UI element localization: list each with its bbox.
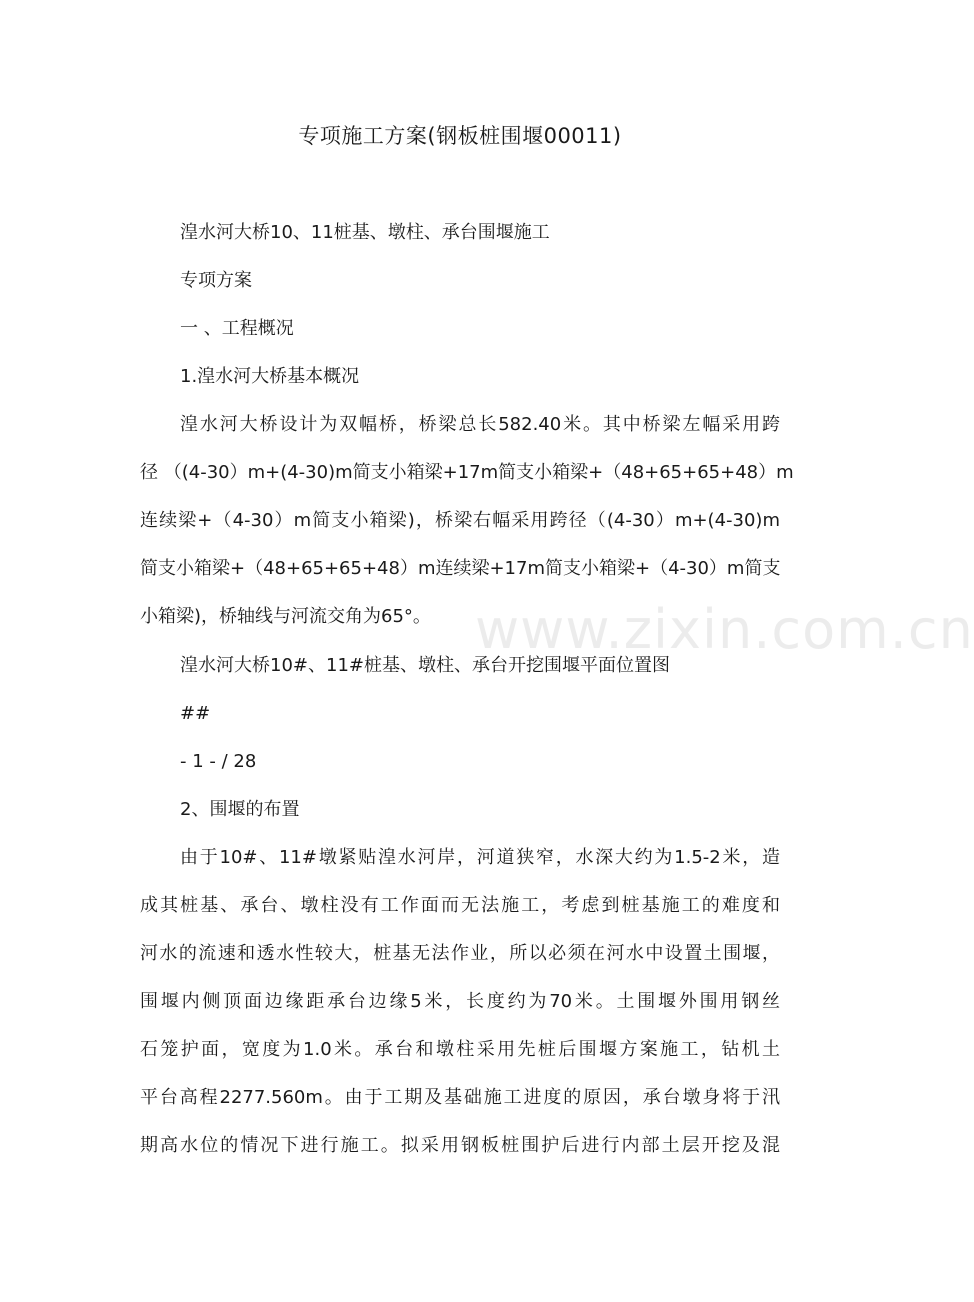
section-heading: 一 、工程概况	[180, 318, 294, 339]
plan-heading: 专项方案	[180, 270, 252, 291]
paragraph-line: 简支小箱梁+（48+65+65+48）m连续梁+17m简支小箱梁+（4-30）m简支	[140, 558, 781, 579]
figure-caption: 湟水河大桥10#、11#桩基、墩柱、承台开挖围堰平面位置图	[180, 655, 670, 676]
watermark: www.zixin.com.cn	[475, 598, 974, 661]
paragraph-line: 期高水位的情况下进行施工。拟采用钢板桩围护后进行内部土层开挖及混	[140, 1135, 780, 1156]
paragraph-line: 成其桩基、承台、墩柱没有工作面而无法施工，考虑到桩基施工的难度和	[140, 895, 780, 916]
paragraph-line: 平台高程2277.560m。由于工期及基础施工进度的原因，承台墩身将于汛	[140, 1087, 780, 1108]
subsection-heading: 1.湟水河大桥基本概况	[180, 366, 360, 387]
paragraph-line: 围堰内侧顶面边缘距承台边缘5米，长度约为70米。土围堰外围用钢丝	[140, 991, 780, 1012]
paragraph-line: 湟水河大桥设计为双幅桥，桥梁总长582.40米。其中桥梁左幅采用跨	[180, 414, 780, 435]
figure-placeholder: ##	[180, 703, 211, 724]
paragraph-line: 径 （(4-30）m+(4-30)m简支小箱梁+17m简支小箱梁+（48+65+65+48）m	[140, 462, 794, 483]
paragraph-line: 石笼护面，宽度为1.0米。承台和墩柱采用先桩后围堰方案施工，钻机土	[140, 1039, 780, 1060]
paragraph-line: 由于10#、11#墩紧贴湟水河岸，河道狭窄，水深大约为1.5-2米，造	[180, 847, 780, 868]
paragraph-line: 河水的流速和透水性较大，桩基无法作业，所以必须在河水中设置土围堰，	[140, 943, 780, 964]
paragraph-line: 小箱梁)，桥轴线与河流交角为65°。	[140, 606, 431, 627]
subsection-heading: 2、围堰的布置	[180, 799, 300, 820]
project-heading: 湟水河大桥10、11桩基、墩柱、承台围堰施工	[180, 222, 550, 243]
paragraph-line: 连续梁+（4-30）m简支小箱梁)，桥梁右幅采用跨径（(4-30）m+(4-30)m	[140, 510, 780, 531]
page-number: - 1 - / 28	[180, 751, 257, 772]
document-title: 专项施工方案(钢板桩围堰00011)	[298, 124, 622, 148]
